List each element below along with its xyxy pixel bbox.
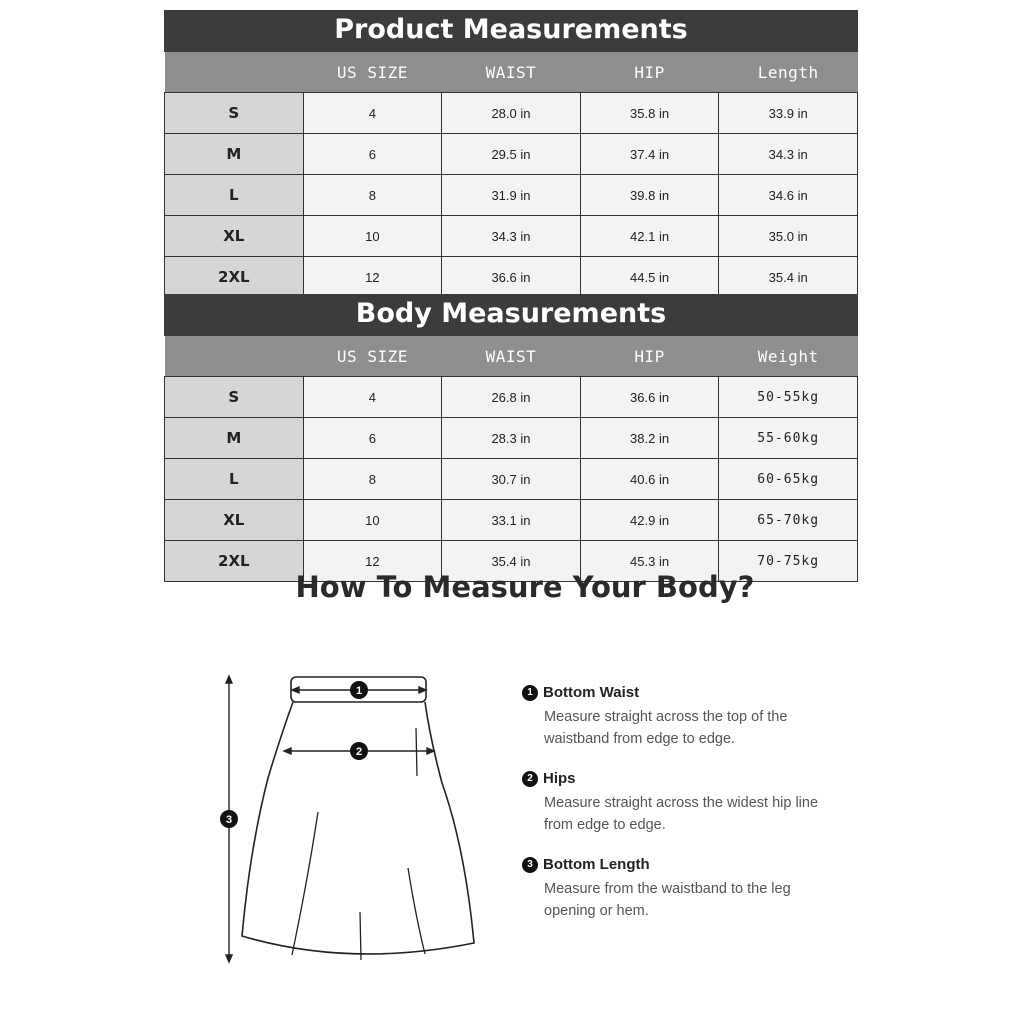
body-measurements-title: Body Measurements xyxy=(164,294,858,336)
product-measurements-section xyxy=(164,10,858,298)
size-cell: S xyxy=(165,93,304,134)
weight-cell: 60-65kg xyxy=(719,459,858,500)
column-header xyxy=(165,52,304,93)
waist-cell: 35.4 in xyxy=(442,541,581,582)
weight-cell: 70-75kg xyxy=(719,541,858,582)
svg-text:3: 3 xyxy=(225,814,233,826)
us-size-cell: 4 xyxy=(303,377,442,418)
table-row xyxy=(165,377,858,418)
waist-cell: 26.8 in xyxy=(442,377,581,418)
how-to-measure-heading: How To Measure Your Body? xyxy=(295,570,755,604)
waist-cell: 28.3 in xyxy=(442,418,581,459)
us-size-cell: 12 xyxy=(303,541,442,582)
table-row xyxy=(165,216,858,257)
us-size-cell: 4 xyxy=(303,93,442,134)
table-row xyxy=(165,500,858,541)
hip-cell: 36.6 in xyxy=(580,377,719,418)
step-description: Measure straight across the widest hip line from edge to edge. xyxy=(544,795,819,833)
size-cell: L xyxy=(165,175,304,216)
hip-cell: 42.1 in xyxy=(580,216,719,257)
body-measurements-section xyxy=(164,294,858,582)
table-row xyxy=(165,175,858,216)
arrow-head xyxy=(226,676,232,683)
step-description: Measure from the waistband to the leg opening or hem. xyxy=(544,881,791,919)
hip-cell: 37.4 in xyxy=(580,134,719,175)
table-header-row xyxy=(165,52,858,93)
length-cell: 34.3 in xyxy=(719,134,858,175)
hip-cell: 45.3 in xyxy=(580,541,719,582)
waist-cell: 28.0 in xyxy=(442,93,581,134)
skirt-diagram xyxy=(220,668,490,968)
step-title: Hips xyxy=(543,770,576,787)
hip-cell: 42.9 in xyxy=(580,500,719,541)
column-header-us-size: US SIZE xyxy=(303,336,442,377)
column-header xyxy=(165,336,304,377)
waist-cell: 33.1 in xyxy=(442,500,581,541)
step-title: Bottom Length xyxy=(543,856,650,873)
size-cell: S xyxy=(165,377,304,418)
step-title: Bottom Waist xyxy=(543,684,640,701)
table-row xyxy=(165,93,858,134)
column-header-weight: Weight xyxy=(719,336,858,377)
column-header-waist: WAIST xyxy=(442,336,581,377)
size-cell: M xyxy=(165,134,304,175)
arrow-head xyxy=(292,687,299,693)
product-measurements-title: Product Measurements xyxy=(164,10,858,52)
length-cell: 35.0 in xyxy=(719,216,858,257)
diagram-marker-1 xyxy=(350,681,368,699)
pleat-line xyxy=(416,728,417,776)
us-size-cell: 8 xyxy=(303,459,442,500)
column-header-waist: WAIST xyxy=(442,52,581,93)
size-cell: M xyxy=(165,418,304,459)
column-header-hip: HIP xyxy=(580,52,719,93)
svg-text:2: 2 xyxy=(355,746,363,758)
hip-cell: 40.6 in xyxy=(580,459,719,500)
waist-cell: 29.5 in xyxy=(442,134,581,175)
svg-text:1: 1 xyxy=(355,685,363,697)
size-cell: XL xyxy=(165,216,304,257)
waist-cell: 36.6 in xyxy=(442,257,581,298)
column-header-length: Length xyxy=(719,52,858,93)
waist-cell: 31.9 in xyxy=(442,175,581,216)
step-number-badge: 3 xyxy=(522,857,538,873)
us-size-cell: 10 xyxy=(303,216,442,257)
diagram-marker-3 xyxy=(220,810,238,828)
length-cell: 34.6 in xyxy=(719,175,858,216)
table-row xyxy=(165,418,858,459)
step-number-badge: 1 xyxy=(522,685,538,701)
us-size-cell: 10 xyxy=(303,500,442,541)
table-header-row xyxy=(165,336,858,377)
arrow-head xyxy=(284,748,291,754)
hip-cell: 44.5 in xyxy=(580,257,719,298)
size-cell: 2XL xyxy=(165,541,304,582)
guide-step-bottom-length xyxy=(522,856,862,922)
step-number-badge: 2 xyxy=(522,771,538,787)
us-size-cell: 12 xyxy=(303,257,442,298)
us-size-cell: 6 xyxy=(303,134,442,175)
size-cell: L xyxy=(165,459,304,500)
arrow-head xyxy=(419,687,426,693)
guide-step-bottom-waist xyxy=(522,684,862,750)
size-cell: 2XL xyxy=(165,257,304,298)
length-cell: 35.4 in xyxy=(719,257,858,298)
guide-step-hips xyxy=(522,770,862,836)
diagram-marker-2 xyxy=(350,742,368,760)
size-cell: XL xyxy=(165,500,304,541)
waist-cell: 34.3 in xyxy=(442,216,581,257)
us-size-cell: 8 xyxy=(303,175,442,216)
arrow-head xyxy=(226,955,232,962)
weight-cell: 55-60kg xyxy=(719,418,858,459)
waist-cell: 30.7 in xyxy=(442,459,581,500)
skirt-outline xyxy=(242,702,474,954)
us-size-cell: 6 xyxy=(303,418,442,459)
pleat-line xyxy=(292,812,318,955)
length-cell: 33.9 in xyxy=(719,93,858,134)
hip-cell: 35.8 in xyxy=(580,93,719,134)
weight-cell: 50-55kg xyxy=(719,377,858,418)
table-row xyxy=(165,134,858,175)
weight-cell: 65-70kg xyxy=(719,500,858,541)
column-header-hip: HIP xyxy=(580,336,719,377)
step-description: Measure straight across the top of the waistband from edge to edge. xyxy=(544,709,788,747)
body-measurements-table xyxy=(164,336,858,582)
product-measurements-table xyxy=(164,52,858,298)
table-row xyxy=(165,257,858,298)
pleat-line xyxy=(360,912,361,960)
hip-cell: 38.2 in xyxy=(580,418,719,459)
column-header-us-size: US SIZE xyxy=(303,52,442,93)
hip-cell: 39.8 in xyxy=(580,175,719,216)
table-row xyxy=(165,459,858,500)
pleat-line xyxy=(408,868,425,954)
